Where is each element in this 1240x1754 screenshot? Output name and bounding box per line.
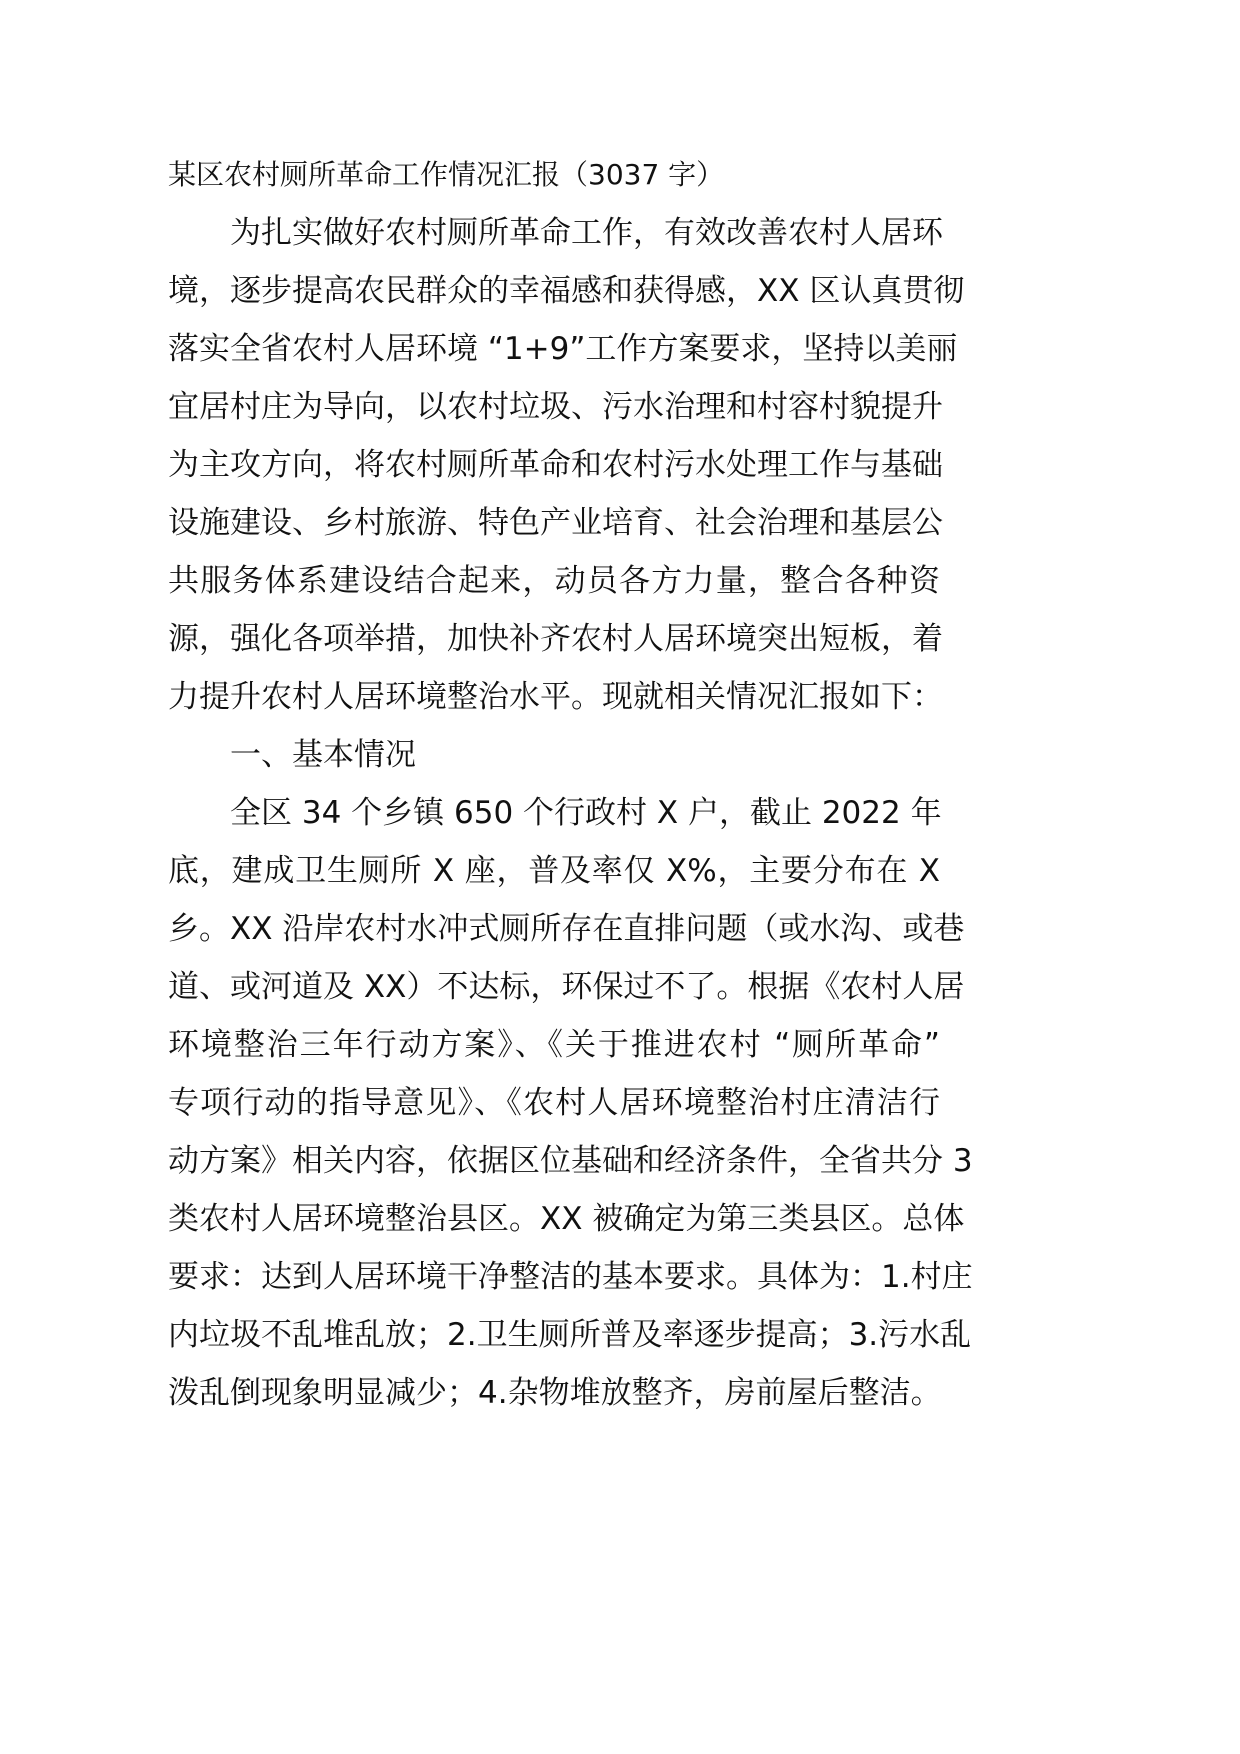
text-line: 道、或河道及 XX）不达标，环保过不了。根据《农村人居 bbox=[168, 969, 965, 1005]
text-line: 宜居村庄为导向，以农村垃圾、污水治理和村容村貌提升 bbox=[168, 389, 943, 425]
text-line: 共服务体系建设结合起来，动员各方力量，整合各种资 bbox=[168, 563, 940, 599]
text-line: 一、基本情况 bbox=[230, 737, 416, 773]
text-line: 为扎实做好农村厕所革命工作，有效改善农村人居环 bbox=[230, 215, 943, 251]
text-line: 要求：达到人居环境干净整洁的基本要求。具体为：1.村庄 bbox=[168, 1259, 973, 1295]
text-line: 落实全省农村人居环境 “1+9”工作方案要求，坚持以美丽 bbox=[168, 331, 958, 367]
text-line: 内垃圾不乱堆乱放；2.卫生厕所普及率逐步提高；3.污水乱 bbox=[168, 1317, 972, 1353]
text-line: 设施建设、乡村旅游、特色产业培育、社会治理和基层公 bbox=[168, 505, 943, 541]
text-line: 动方案》相关内容，依据区位基础和经济条件，全省共分 3 bbox=[168, 1143, 973, 1179]
text-line: 为主攻方向，将农村厕所革命和农村污水处理工作与基础 bbox=[168, 447, 943, 483]
text-line: 类农村人居环境整治县区。XX 被确定为第三类县区。总体 bbox=[168, 1201, 965, 1237]
document-body bbox=[168, 146, 973, 1422]
document-title: 某区农村厕所革命工作情况汇报（3037 字） bbox=[168, 158, 725, 191]
text-line: 境，逐步提高农民群众的幸福感和获得感，XX 区认真贯彻 bbox=[168, 273, 965, 309]
text-line: 泼乱倒现象明显减少；4.杂物堆放整齐，房前屋后整洁。 bbox=[168, 1375, 942, 1411]
text-line: 专项行动的指导意见》、《农村人居环境整治村庄清洁行 bbox=[168, 1085, 940, 1121]
text-line: 源，强化各项举措，加快补齐农村人居环境突出短板，着 bbox=[168, 621, 943, 657]
text-line: 环境整治三年行动方案》、《关于推进农村 “厕所革命” bbox=[168, 1027, 940, 1063]
text-line: 力提升农村人居环境整治水平。现就相关情况汇报如下： bbox=[168, 679, 943, 715]
text-line: 全区 34 个乡镇 650 个行政村 X 户，截止 2022 年 bbox=[230, 795, 942, 831]
text-line: 乡。XX 沿岸农村水冲式厕所存在直排问题（或水沟、或巷 bbox=[168, 911, 965, 947]
text-line: 底，建成卫生厕所 X 座，普及率仅 X%，主要分布在 X bbox=[168, 853, 940, 889]
document-text bbox=[168, 204, 973, 1422]
